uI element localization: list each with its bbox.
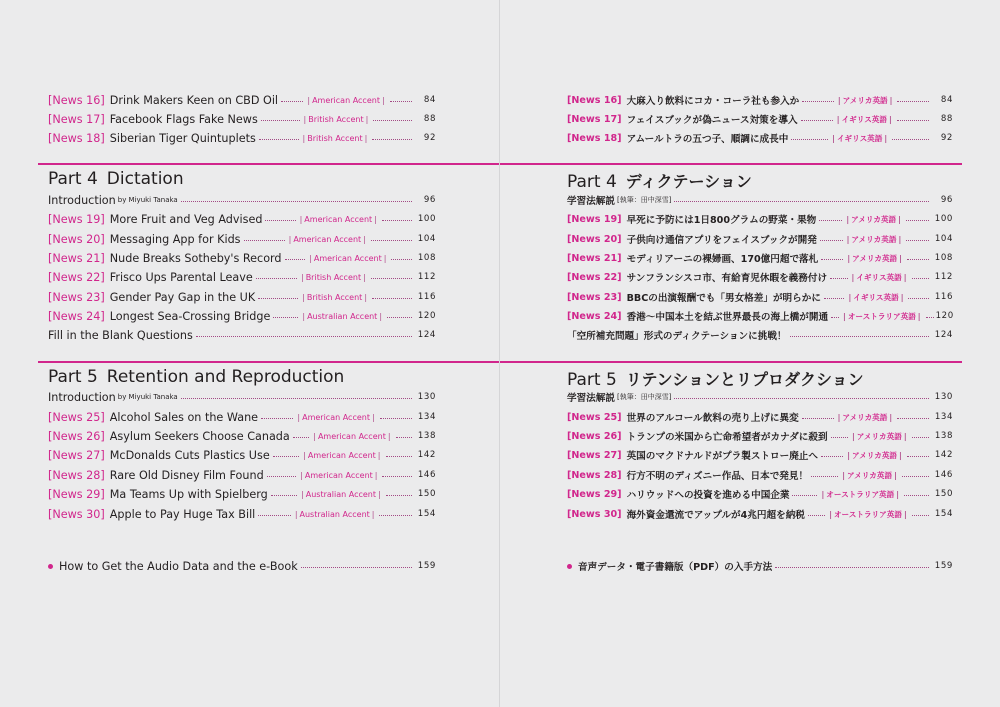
dot-leader [775, 567, 929, 568]
news-number: [News 26] [567, 430, 622, 442]
toc-entry[interactable] [567, 192, 953, 208]
part-label: Part 5 [567, 370, 617, 390]
entry-title: 学習法解説 [567, 393, 615, 404]
dot-leader [906, 240, 929, 241]
news-number: [News 25] [567, 411, 622, 423]
dot-leader [390, 101, 412, 102]
page-number: 154 [417, 509, 436, 519]
dot-leader [801, 120, 833, 121]
dot-leader [908, 298, 929, 299]
dot-leader [387, 317, 412, 318]
page-number: 104 [934, 234, 954, 244]
news-number: [News 26] [48, 429, 105, 443]
part-label: Part 5 [48, 367, 98, 387]
dot-leader [396, 437, 412, 438]
news-number: [News 27] [48, 448, 105, 462]
dot-leader [907, 259, 929, 260]
entry-title: Introduction [48, 390, 116, 404]
section-divider [500, 163, 962, 165]
dot-leader [802, 101, 834, 102]
dot-leader [181, 398, 412, 399]
accent-label: | British Accent | [300, 293, 369, 302]
news-number: [News 25] [48, 410, 105, 424]
page-number: 100 [417, 214, 437, 224]
entry-title: Ma Teams Up with Spielberg [109, 487, 268, 501]
dot-leader [382, 476, 412, 477]
entry-title: Nude Breaks Sotheby's Record [109, 251, 282, 265]
page-number: 159 [934, 561, 953, 571]
dot-leader [386, 456, 413, 457]
page-number: 154 [934, 509, 954, 519]
accent-label: | British Accent | [299, 273, 368, 282]
part-name: ディクテーション [625, 172, 752, 191]
page-number: 92 [423, 133, 437, 143]
toc-entry[interactable] [567, 558, 953, 574]
page-number: 134 [417, 412, 437, 422]
entry-title: Gender Pay Gap in the UK [109, 290, 256, 304]
news-number: [News 28] [567, 469, 622, 481]
accent-label: | British Accent | [302, 115, 371, 124]
entry-title: Drink Makers Keen on CBD Oil [109, 93, 279, 107]
news-number: [News 16] [48, 93, 105, 107]
toc-entry[interactable] [567, 111, 953, 127]
dot-leader [372, 298, 412, 299]
toc-entry[interactable] [48, 486, 436, 502]
page-number: 92 [940, 133, 953, 143]
toc-entry[interactable] [48, 130, 436, 146]
entry-title: Messaging App for Kids [109, 232, 241, 246]
dot-leader [674, 201, 929, 202]
accent-label: | American Accent | [295, 413, 376, 422]
page-number: 108 [417, 253, 437, 263]
page-number: 134 [934, 412, 954, 422]
section-divider [500, 361, 962, 363]
entry-title: More Fruit and Veg Advised [109, 212, 263, 226]
news-number: [News 24] [567, 310, 622, 322]
toc-entry[interactable] [567, 486, 953, 502]
page-number: 96 [940, 195, 953, 205]
page-number: 138 [417, 431, 437, 441]
entry-title: トランプの米国から亡命希望者がカナダに殺到 [626, 432, 828, 443]
toc-entry[interactable] [567, 92, 953, 108]
entry-title: フェイスブックが偽ニュース対策を導入 [626, 115, 798, 126]
bullet-icon [567, 564, 572, 569]
accent-label: | Australian Accent | [300, 312, 384, 321]
toc-entry[interactable] [48, 211, 436, 227]
toc-entry[interactable] [567, 269, 953, 285]
dot-leader [386, 495, 412, 496]
news-number: [News 20] [48, 232, 105, 246]
dot-leader [258, 298, 298, 299]
toc-entry[interactable] [567, 231, 953, 247]
dot-leader [256, 278, 297, 279]
toc-entry[interactable] [48, 231, 436, 247]
toc-entry[interactable] [48, 92, 436, 108]
toc-entry[interactable] [48, 111, 436, 127]
toc-entry[interactable] [567, 211, 953, 227]
dot-leader [912, 515, 929, 516]
entry-title: 海外資金還流でアップルが4兆円超を納税 [626, 510, 805, 521]
page-number: 84 [940, 95, 954, 105]
page-number: 138 [934, 431, 954, 441]
toc-entry[interactable] [48, 467, 436, 483]
page-number: 100 [934, 214, 953, 224]
entry-title: Facebook Flags Fake News [109, 112, 258, 126]
dot-leader [926, 317, 934, 318]
dot-leader [897, 101, 929, 102]
news-number: [News 29] [567, 488, 622, 500]
dot-leader [831, 437, 848, 438]
entry-title: Apple to Pay Huge Tax Bill [109, 507, 256, 521]
entry-title: McDonalds Cuts Plastics Use [109, 448, 270, 462]
part-name: Retention and Reproduction [106, 367, 345, 387]
news-number: [News 16] [567, 94, 622, 106]
entry-title: 英国のマクドナルドがプラ製ストロー廃止へ [626, 451, 818, 462]
dot-leader [379, 515, 412, 516]
dot-leader [271, 495, 297, 496]
toc-entry[interactable] [567, 250, 953, 266]
news-number: [News 28] [48, 468, 105, 482]
accent-label: | British Accent | [301, 134, 370, 143]
news-number: [News 22] [48, 270, 105, 284]
toc-entry[interactable] [48, 447, 436, 463]
page-number: 124 [934, 330, 953, 340]
entry-title: サンフランシスコ市、有給育児休暇を義務付け [626, 273, 828, 284]
entry-title: Rare Old Disney Film Found [109, 468, 264, 482]
entry-title: 音声データ・電子書籍版（PDF）の入手方法 [578, 562, 773, 573]
dot-leader [912, 278, 929, 279]
toc-entry[interactable] [48, 389, 436, 405]
news-number: [News 18] [567, 132, 622, 144]
dot-leader [808, 515, 825, 516]
news-number: [News 17] [567, 113, 622, 125]
entry-title: アムールトラの五つ子、順調に成長中 [626, 134, 789, 145]
entry-title: 行方不明のディズニー作品、日本で発見！ [626, 471, 809, 482]
accent-label: | イギリス英語 | [835, 114, 894, 125]
section-divider [38, 361, 499, 363]
dot-leader [273, 456, 300, 457]
dot-leader [372, 139, 412, 140]
page-number: 88 [940, 114, 953, 124]
accent-label: | アメリカ英語 | [836, 412, 895, 423]
dot-leader [892, 139, 929, 140]
page-number: 146 [417, 470, 437, 480]
news-number: [News 18] [48, 131, 105, 145]
entry-title: 「空所補充問題」形式のディクテーションに挑戦！ [567, 331, 787, 342]
dot-leader [181, 201, 412, 202]
news-number: [News 30] [48, 507, 105, 521]
dot-leader [293, 437, 309, 438]
dot-leader [897, 418, 929, 419]
dot-leader [819, 220, 842, 221]
part-heading [567, 169, 752, 192]
author-credit: by Miyuki Tanaka [117, 393, 178, 401]
news-number: [News 29] [48, 487, 105, 501]
dot-leader [244, 240, 285, 241]
accent-label: | Australian Accent | [299, 490, 383, 499]
toc-entry[interactable] [48, 308, 436, 324]
dot-leader [261, 120, 300, 121]
entry-title: Fill in the Blank Questions [48, 328, 193, 342]
page-number: 120 [417, 311, 437, 321]
dot-leader [907, 456, 929, 457]
part-label: Part 4 [48, 169, 98, 189]
toc-entry[interactable] [48, 250, 436, 266]
toc-entry[interactable] [48, 289, 436, 305]
toc-entry[interactable] [567, 327, 953, 343]
dot-leader [373, 120, 412, 121]
dot-leader [273, 317, 298, 318]
page-number: 120 [935, 311, 954, 321]
dot-leader [267, 476, 297, 477]
dot-leader [824, 298, 845, 299]
entry-title: Alcohol Sales on the Wane [109, 410, 259, 424]
page-number: 142 [934, 450, 954, 460]
accent-label: | アメリカ英語 | [844, 214, 903, 225]
dot-leader [391, 259, 412, 260]
dot-leader [790, 336, 929, 337]
page-number: 146 [934, 470, 953, 480]
entry-title: 香港～中国本土を結ぶ世界最長の海上橋が開通 [626, 312, 829, 323]
entry-title: Longest Sea-Crossing Bridge [109, 309, 271, 323]
dot-leader [259, 139, 299, 140]
accent-label: | American Accent | [305, 96, 386, 105]
part-heading [567, 367, 864, 390]
entry-title: Frisco Ups Parental Leave [109, 270, 253, 284]
page-number: 112 [934, 272, 953, 282]
accent-label: | オーストラリア英語 | [841, 311, 923, 322]
toc-entry[interactable] [567, 428, 953, 444]
dot-leader [285, 259, 306, 260]
dot-leader [902, 476, 929, 477]
dot-leader [674, 398, 929, 399]
accent-label: | オーストラリア英語 | [819, 489, 901, 500]
toc-entry[interactable] [567, 506, 953, 522]
toc-entry[interactable] [48, 327, 436, 343]
toc-entry[interactable] [567, 289, 953, 305]
page-number: 88 [423, 114, 437, 124]
page-number: 159 [417, 561, 436, 571]
entry-title: Siberian Tiger Quintuplets [109, 131, 256, 145]
accent-label: | American Accent | [298, 471, 379, 480]
bullet-icon [48, 564, 53, 569]
dot-leader [821, 456, 843, 457]
dot-leader [897, 120, 929, 121]
dot-leader [196, 336, 412, 337]
news-number: [News 21] [567, 252, 622, 264]
page-number: 150 [417, 489, 437, 499]
entry-title: Asylum Seekers Choose Canada [109, 429, 290, 443]
part-heading [48, 367, 344, 387]
entry-title: ハリウッドへの投資を進める中国企業 [626, 490, 790, 501]
toc-entry[interactable] [567, 130, 953, 146]
toc-entry[interactable] [567, 409, 953, 425]
toc-entry[interactable] [48, 558, 436, 574]
entry-title: 大麻入り飲料にコカ・コーラ社も参入か [626, 96, 800, 107]
dot-leader [265, 220, 295, 221]
dot-leader [258, 515, 291, 516]
part-name: リテンションとリプロダクション [625, 370, 864, 389]
accent-label: | オーストラリア英語 | [827, 509, 909, 520]
accent-label: | アメリカ英語 | [850, 431, 909, 442]
page-number: 116 [934, 292, 954, 302]
page-number: 116 [417, 292, 437, 302]
page-number: 84 [423, 95, 436, 105]
accent-label: | イギリス英語 | [830, 133, 889, 144]
accent-label: | American Accent | [311, 432, 392, 441]
accent-label: | アメリカ英語 | [845, 253, 904, 264]
entry-title: Introduction [48, 193, 116, 207]
toc-entry[interactable] [567, 467, 953, 483]
entry-title: 学習法解説 [567, 196, 615, 207]
entry-title: 世界のアルコール飲料の売り上げに異変 [626, 413, 799, 424]
toc-entry[interactable] [567, 389, 953, 405]
accent-label: | American Accent | [298, 215, 379, 224]
dot-leader [380, 418, 412, 419]
dot-leader [811, 476, 838, 477]
author-credit: [執筆：田中深雪] [616, 393, 672, 401]
part-name: Dictation [106, 169, 184, 189]
page-number: 96 [423, 195, 436, 205]
toc-entry[interactable] [48, 409, 436, 425]
dot-leader [371, 240, 412, 241]
dot-leader [912, 437, 929, 438]
accent-label: | イギリス英語 | [850, 272, 909, 283]
dot-leader [261, 418, 293, 419]
news-number: [News 23] [48, 290, 105, 304]
dot-leader [831, 317, 839, 318]
page-number: 124 [417, 330, 436, 340]
accent-label: | アメリカ英語 | [840, 470, 899, 481]
dot-leader [830, 278, 847, 279]
entry-title: How to Get the Audio Data and the e-Book [59, 559, 298, 573]
dot-leader [792, 495, 817, 496]
dot-leader [904, 495, 929, 496]
page-number: 130 [417, 392, 436, 402]
page-number: 108 [934, 253, 953, 263]
dot-leader [382, 220, 412, 221]
dot-leader [371, 278, 412, 279]
page-number: 150 [934, 489, 954, 499]
page-number: 112 [417, 272, 437, 282]
dot-leader [820, 240, 843, 241]
news-number: [News 19] [48, 212, 105, 226]
toc-entry[interactable] [48, 192, 436, 208]
news-number: [News 21] [48, 251, 105, 265]
page-number: 142 [417, 450, 436, 460]
dot-leader [802, 418, 834, 419]
dot-leader [301, 567, 412, 568]
dot-leader [281, 101, 303, 102]
accent-label: | アメリカ英語 | [845, 450, 904, 461]
dot-leader [791, 139, 828, 140]
entry-title: モディリアーニの裸婦画、170億円超で落札 [626, 254, 819, 265]
news-number: [News 24] [48, 309, 105, 323]
accent-label: | アメリカ英語 | [836, 95, 895, 106]
accent-label: | American Accent | [307, 254, 388, 263]
news-number: [News 30] [567, 508, 622, 520]
toc-entry[interactable] [48, 428, 436, 444]
entry-title: 子供向け通信アプリをフェイスブックが開発 [626, 235, 817, 246]
entry-title: 早死に予防には1日800グラムの野菜・果物 [626, 215, 817, 226]
accent-label: | アメリカ英語 | [845, 234, 904, 245]
part-heading [48, 169, 184, 189]
page-number: 130 [934, 392, 953, 402]
toc-entry[interactable] [48, 269, 436, 285]
dot-leader [906, 220, 929, 221]
news-number: [News 17] [48, 112, 105, 126]
accent-label: | American Accent | [301, 451, 382, 460]
part-label: Part 4 [567, 172, 617, 192]
entry-title: BBCの出演報酬でも「男女格差」が明らかに [626, 293, 821, 304]
accent-label: | イギリス英語 | [846, 292, 905, 303]
author-credit: [執筆：田中深雪] [616, 196, 672, 204]
toc-entry[interactable] [48, 506, 436, 522]
news-number: [News 19] [567, 213, 622, 225]
toc-entry[interactable] [567, 447, 953, 463]
news-number: [News 22] [567, 271, 622, 283]
news-number: [News 20] [567, 233, 622, 245]
accent-label: | Australian Accent | [293, 510, 377, 519]
page-number: 104 [417, 234, 436, 244]
author-credit: by Miyuki Tanaka [117, 196, 178, 204]
toc-entry[interactable] [567, 308, 953, 324]
page-gutter [499, 0, 500, 707]
news-number: [News 27] [567, 449, 622, 461]
section-divider [38, 163, 499, 165]
dot-leader [821, 259, 843, 260]
accent-label: | American Accent | [287, 235, 368, 244]
news-number: [News 23] [567, 291, 622, 303]
